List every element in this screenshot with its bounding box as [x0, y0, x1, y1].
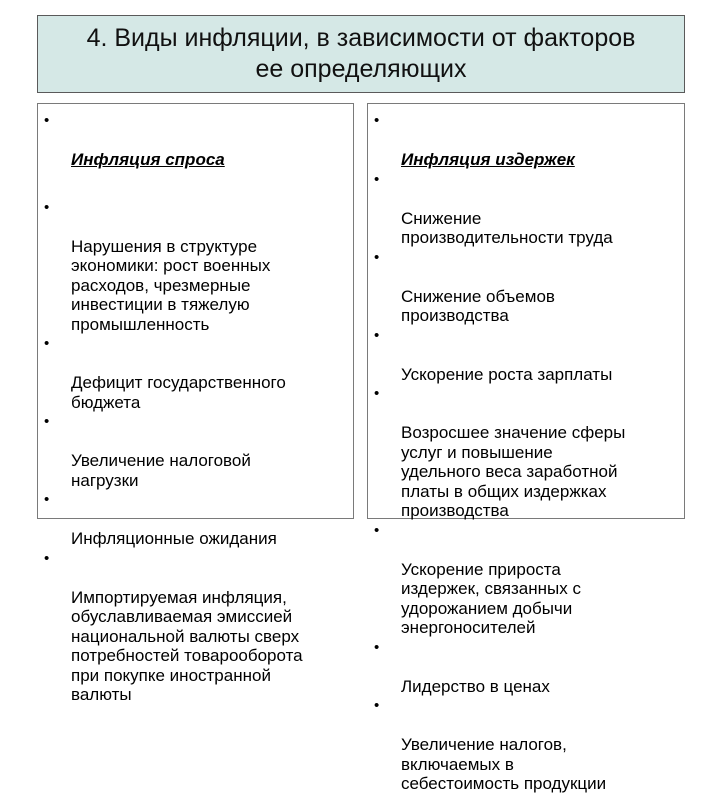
list-item-text: Увеличение налогов, включаемых в себестоимость продукции	[401, 735, 607, 793]
bullet-icon: •	[44, 335, 50, 352]
bullet-icon: •	[374, 248, 380, 266]
list-item-text: Снижение производительности труда	[401, 208, 613, 247]
column-heading-demand: Инфляция спроса	[71, 150, 225, 169]
list-item	[38, 549, 353, 705]
cost-inflation-column	[367, 103, 685, 793]
slide-title: 4. Виды инфляции, в зависимости от факторов ее определяющих	[86, 24, 636, 83]
cost-inflation-list	[368, 104, 684, 794]
list-item	[38, 412, 353, 490]
list-item-text: Снижение объемов производства	[401, 286, 555, 325]
list-item-text: Дефицит государственного бюджета	[71, 373, 286, 412]
list-item-text: Инфляционные ожидания	[71, 529, 277, 548]
list-item	[38, 490, 353, 549]
list-item-text: Лидерство в ценах	[401, 676, 550, 696]
list-item-text: Увеличение налоговой нагрузки	[71, 451, 251, 490]
slide-title-box	[37, 15, 685, 93]
list-item	[368, 170, 684, 248]
list-item	[38, 334, 353, 412]
bullet-icon: •	[44, 112, 50, 129]
demand-inflation-column	[37, 103, 354, 704]
list-item-text: Ускорение роста зарплаты	[401, 364, 613, 384]
list-item	[368, 521, 684, 638]
list-item-text: Нарушения в структуре экономики: рост военных расходов, чрезмерные инвестиции в тяжелую промышленность	[71, 236, 271, 334]
bullet-icon: •	[44, 413, 50, 430]
list-item-text: Ускорение прироста издержек, связанных с удорожанием добычи энергоносителей	[401, 559, 581, 637]
bullet-icon: •	[44, 198, 50, 216]
demand-inflation-list	[38, 104, 353, 705]
bullet-icon: •	[374, 521, 380, 539]
bullet-icon: •	[374, 385, 380, 402]
list-item	[368, 384, 684, 521]
bullet-icon: •	[374, 326, 380, 344]
list-item-text: Импортируемая инфляция, обуславливаемая эмиссией национальной валюты сверх потребностей товарооборота при покупке иностранной валюты	[71, 587, 303, 704]
bullet-icon: •	[44, 491, 50, 508]
column-heading-cost: Инфляция издержек	[401, 150, 575, 169]
bullet-icon: •	[374, 638, 380, 656]
bullet-icon: •	[374, 697, 380, 714]
list-item-text: Возросшее значение сферы услуг и повышение удельного веса заработной платы в общих издержках производства	[401, 423, 626, 520]
bullet-icon: •	[374, 170, 380, 188]
bullet-icon: •	[44, 549, 50, 567]
list-item	[368, 326, 684, 385]
list-item-heading	[368, 111, 684, 170]
list-item-heading	[38, 111, 353, 170]
bullet-icon: •	[374, 112, 380, 129]
list-item	[38, 198, 353, 335]
list-item	[368, 638, 684, 697]
list-item	[368, 696, 684, 794]
list-item	[368, 248, 684, 326]
